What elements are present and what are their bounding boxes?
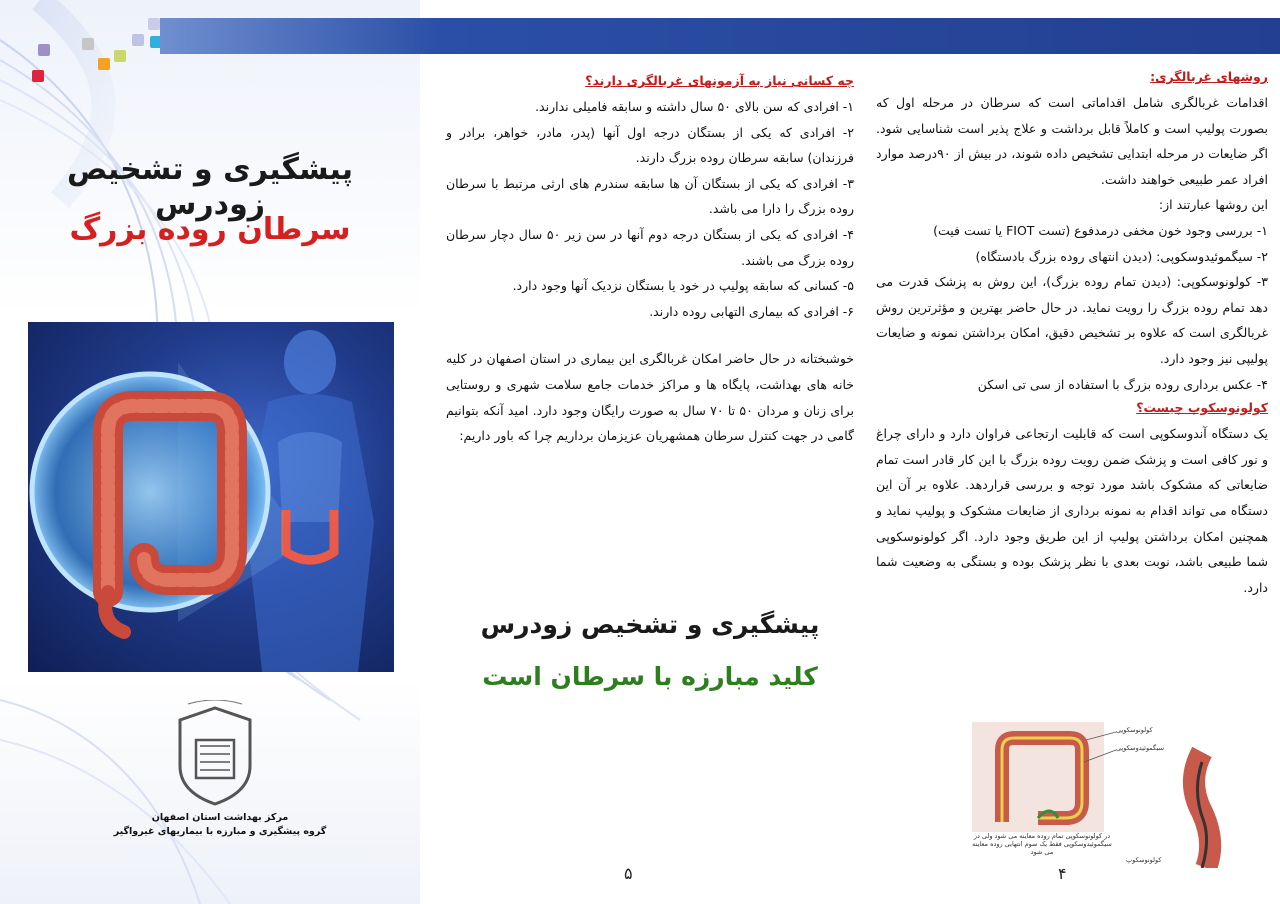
- list-item: ۲- سیگموئیدوسکوپی: (دیدن انتهای روده بزرگ بادستگاه): [975, 248, 1268, 264]
- square-icon: [98, 58, 110, 70]
- colon-illustration: [28, 322, 394, 672]
- list-item: ۲- افرادی که یکی از بستگان درجه اول آنها (پدر، مادر، خواهر، برادر و فرزندان) سابقه سرطان روده بزرگ دارند.: [446, 124, 854, 166]
- cover-title: پیشگیری و تشخیص زودرس: [66, 152, 353, 222]
- list-item: ۶- افرادی که بیماری التهابی روده دارند.: [649, 303, 854, 319]
- square-icon: [38, 44, 50, 56]
- diagram-label: کولونوسکوپی: [1116, 726, 1153, 734]
- methods-intro: این روشها عبارتند از:: [1158, 197, 1268, 213]
- university-logo-icon: [170, 700, 260, 810]
- page-number-right: ۴: [1058, 864, 1067, 883]
- list-item: ۱- بررسی وجود خون مخفی درمدفوع (تست FIOT یا تست فیت): [933, 222, 1268, 238]
- diagram-label: کولونوسکوپ: [1126, 856, 1162, 864]
- list-item: ۱- افرادی که سن بالای ۵۰ سال داشته و سابقه فامیلی ندارند.: [535, 99, 854, 114]
- screening-availability-paragraph: خوشبختانه در حال حاضر امکان غربالگری این بیماری در استان اصفهان در کلیه خانه های بهداشت، پایگاه ها و مراکز خدمات جامع سلامت شهری و روستایی برای زنان و مردان ۵۰ تا ۷۰ سال به صورت رایگان وجود دارد. امید آنکه بتوانیم گامی در جهت کنترل سرطان همشهریان عزیزمان برداریم چرا که باور داریم:: [446, 351, 854, 444]
- decorative-squares: [28, 14, 168, 94]
- organization-name: مرکز بهداشت استان اصفهان: [151, 812, 289, 823]
- square-icon: [132, 34, 144, 46]
- diagram-label: سیگموئیدوسکوپی: [1116, 744, 1165, 752]
- section-heading: چه کسانی نیاز به آزمونهای غربالگری دارند؟: [585, 73, 854, 88]
- intro-paragraph: اقدامات غربالگری شامل اقداماتی است که سرطان در مرحله اول که بصورت پولیپ است و کاملاً قابل برداشت و علاج پذیر است شناسایی شود. اگر ضایعات در مرحله ابتدایی تشخیص داده شوند، در بیش از ۹۰درصد موارد افراد عمر طبیعی خواهند داشت.: [876, 95, 1269, 187]
- list-item: ۳- افرادی که یکی از بستگان آن ها سابقه سندرم های ارثی مرتبط با سرطان روده بزرگ را دارا می باشد.: [446, 175, 854, 217]
- anatomy-image: [28, 322, 394, 672]
- square-icon: [82, 38, 94, 50]
- list-item: ۵- کسانی که سابقه پولیپ در خود یا بستگان نزدیک آنها وجود دارد.: [512, 278, 854, 294]
- diagram-caption: در کولونوسکوپی تمام روده معاینه می شود ولی در سیگموئیدوسکوپی فقط یک سوم انتهایی روده معاینه می شود: [972, 832, 1112, 856]
- square-icon: [114, 50, 126, 62]
- list-item: ۴- عکس برداری روده بزرگ با استفاده از سی تی اسکن: [977, 376, 1268, 392]
- colonoscope-paragraph: یک دستگاه آندوسکوپی است که قابلیت ارتجاعی فراوان دارد و دارای چراغ و نور کافی است و پزشک ضمن رویت روده بزرگ با این کار قادر است تمام ضایعاتی که مشکوک باشد مورد توجه و بررسی قراردهد. علاوه بر آن این دستگاه می تواند اقدام به نمونه برداری از ضایعات مشکوک و پولیپ نماید و همچنین امکان برداشتن پولیپ از این طریق وجود دارد. اگر کولونوسکوپی شما طبیعی باشد، نوبت بعدی با نظر پزشک بوده و بستگی به وضعیت شما دارد.: [876, 426, 1268, 595]
- square-icon: [148, 18, 160, 30]
- colonoscopy-diagram: [966, 722, 1266, 868]
- organization-department: گروه پیشگیری و مبارزه با بیماریهای غیرواگیر: [113, 826, 327, 837]
- slogan-line-1: پیشگیری و تشخیص زودرس: [480, 610, 820, 639]
- list-item: ۴- افرادی که یکی از بستگان درجه دوم آنها در سن زیر ۵۰ سال دچار سرطان روده بزرگ می باشند.: [446, 226, 855, 268]
- square-icon: [32, 70, 44, 82]
- slogan-line-2: کلید مبارزه با سرطان است: [482, 662, 818, 691]
- section-heading: روشهای غربالگری:: [1150, 69, 1268, 84]
- page-number-left: ۵: [624, 864, 633, 883]
- cover-panel: [0, 0, 420, 904]
- section-heading: کولونوسکوپ چیست؟: [1136, 400, 1268, 416]
- header-band: [160, 18, 1280, 54]
- right-column: [876, 66, 1268, 600]
- list-item: ۳- کولونوسکوپی: (دیدن تمام روده بزرگ)، این روش به پزشک قدرت می دهد تمام روده بزرگ را رویت نماید. در حال حاضر بهترین و مؤثرترین روش غربالگری است که علاوه بر تشخیص دقیق، امکان برداشتن نمونه و ضایعات پولیپی نیز وجود دارد.: [876, 274, 1268, 366]
- middle-column: [446, 70, 854, 449]
- cover-subtitle: سرطان روده بزرگ: [69, 212, 351, 247]
